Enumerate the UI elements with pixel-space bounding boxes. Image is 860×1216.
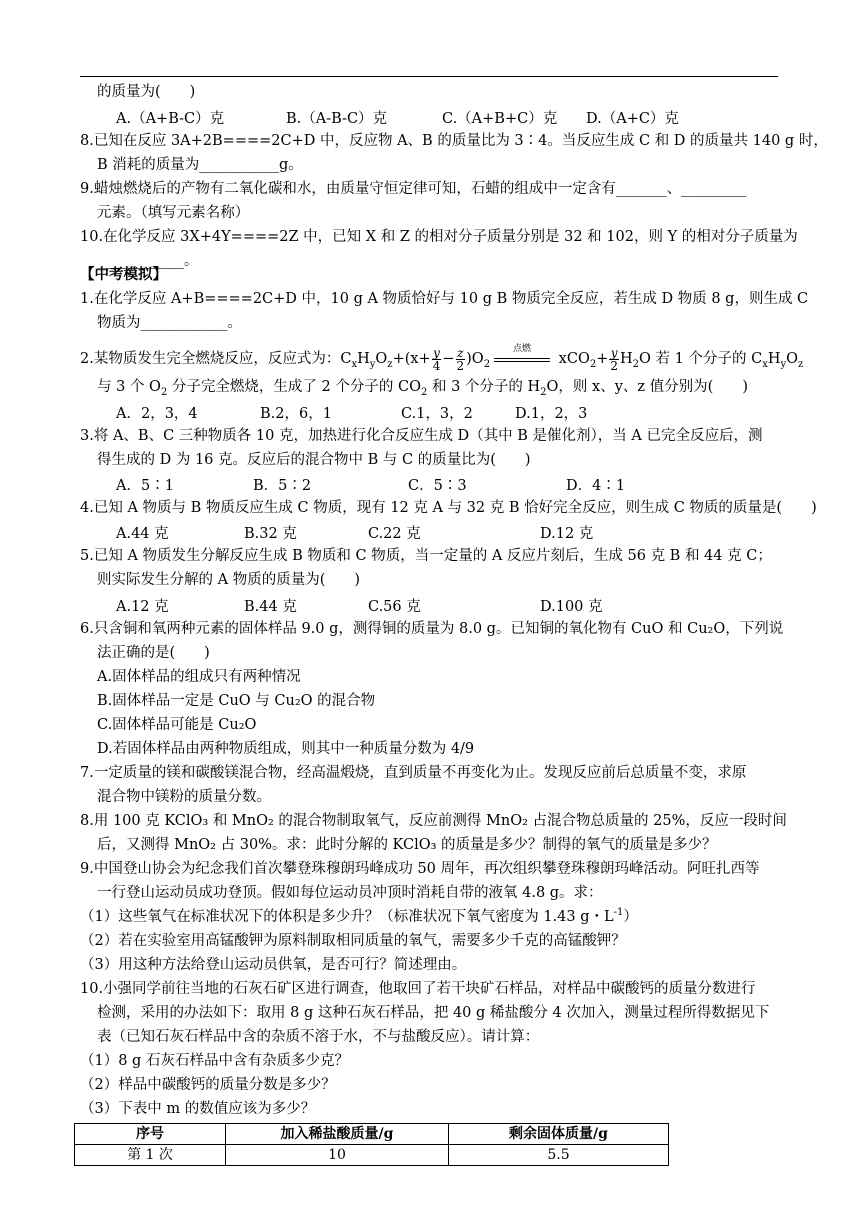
option-a: A.（A+B-C）克	[116, 111, 225, 127]
text-line: ____________。	[97, 253, 199, 269]
option-c: C.固体样品可能是 Cu₂O	[97, 717, 257, 733]
table-cell: 10	[226, 1145, 449, 1166]
mock-question-9: 9.中国登山协会为纪念我们首次攀登珠穆朗玛峰成功 50 周年，再次组织攀登珠穆朗玛峰活动。阿旺扎西等	[80, 861, 760, 877]
table-header: 序号	[75, 1124, 226, 1145]
text-line: 与 3 个 $O_2$ 分子完全燃烧，生成了 2 个分子的 $CO_2$ 和 3 个分子的 $H_2O$，则 x、y、z 值分别为( )	[97, 379, 748, 398]
mock-question-7: 7.一定质量的镁和碳酸镁混合物，经高温煅烧，直到质量不再变化为止。发现反应前后总质量不变，求原	[80, 765, 747, 781]
table-header: 剩余固体质量/g	[449, 1124, 669, 1145]
mock-question-10: 10.小强同学前往当地的石灰石矿区进行调查，他取回了若干块矿石样品，对样品中碳酸钙的质量分数进行	[80, 981, 756, 997]
mock-question-8: 8.用 100 克 KClO₃ 和 MnO₂ 的混合物制取氧气，反应前测得 MnO₂ 占混合物总质量的 25%，反应一段时间	[80, 813, 787, 829]
text-line: 表（已知石灰石样品中含的杂质不溶于水，不与盐酸反应）。请计算：	[97, 1029, 540, 1045]
option-a: A.固体样品的组成只有两种情况	[97, 669, 301, 685]
option-b: B.32 克	[244, 526, 297, 542]
sub-question-1: （1）这些氧气在标准状况下的体积是多少升？（标准状况下氧气密度为 1.43 g・$L^{-1}$）	[80, 907, 638, 925]
mock-question-5: 5.已知 A 物质发生分解反应生成 B 物质和 C 物质，当一定量的 A 反应片刻后，生成 56 克 B 和 44 克 C；	[80, 548, 772, 564]
option-a: A.44 克	[116, 526, 169, 542]
sub-question-3: （3）用这种方法给登山运动员供氧，是否可行？简述理由。	[80, 957, 467, 973]
option-d: D.若固体样品由两种物质组成，则其中一种质量分数为 4/9	[97, 741, 475, 757]
mock-question-2-formula: 2.某物质发生完全燃烧反应，反应式为：$C_xH_yO_z+(x+$ $\frac{y}{4}$ − $\frac{z}{2}$ )$O_2$ 点燃 xCO$_2$+ $\frac{y}{2}$ $H_2O$ 若 1 个分子的 $C_xH_yO_z$	[80, 344, 804, 373]
mock-question-3: 3.将 A、B、C 三种物质各 10 克，加热进行化合反应生成 D（其中 B 是催化剂），当 A 已完全反应后，测	[80, 428, 763, 444]
option-c: C.（A+B+C）克	[442, 111, 558, 127]
sub-question-3: （3）下表中 m 的数值应该为多少？	[80, 1101, 316, 1117]
option-a: A.12 克	[116, 599, 169, 615]
text-line: 法正确的是( )	[97, 645, 210, 661]
table-header: 加入稀盐酸质量/g	[226, 1124, 449, 1145]
table-cell: 5.5	[449, 1145, 669, 1166]
option-c: C.1，3，2	[401, 406, 473, 422]
header-rule	[80, 76, 778, 77]
fraction-y-over-4: $\frac{y}{4}$	[432, 345, 441, 373]
option-b: B.44 克	[244, 599, 297, 615]
fraction-y-over-2: $\frac{y}{2}$	[610, 345, 619, 373]
table-row	[75, 1145, 669, 1166]
mock-question-6: 6.只含铜和氧两种元素的固体样品 9.0 g，测得铜的质量为 8.0 g。已知铜的氧化物有 CuO 和 Cu₂O，下列说	[80, 621, 784, 637]
section-title: 【中考模拟】	[80, 266, 167, 283]
option-b: B.固体样品一定是 CuO 与 Cu₂O 的混合物	[97, 693, 376, 709]
text-line: 一行登山运动员成功登顶。假如每位运动员冲顶时消耗自带的液氧 4.8 g。求：	[97, 885, 603, 901]
text-line: 得生成的 D 为 16 克。反应后的混合物中 B 与 C 的质量比为( )	[97, 452, 531, 468]
mock-question-1: 1.在化学反应 A+B====2C+D 中，10 g A 物质恰好与 10 g B 物质完全反应，若生成 D 物质 8 g，则生成 C	[80, 291, 809, 307]
reaction-arrow: 点燃	[494, 352, 550, 366]
option-d: D.100 克	[540, 599, 603, 615]
sub-question-1: （1）8 g 石灰石样品中含有杂质多少克？	[80, 1053, 349, 1069]
option-d: D.（A+C）克	[586, 111, 679, 127]
text-line: 物质为____________。	[97, 315, 242, 331]
sub-question-2: （2）若在实验室用高锰酸钾为原料制取相同质量的氧气，需要多少千克的高锰酸钾？	[80, 933, 626, 949]
option-b: B.（A-B-C）克	[286, 111, 388, 127]
question-8: 8.已知在反应 3A+2B====2C+D 中，反应物 A、B 的质量比为 3∶4。当反应生成 C 和 D 的质量共 140 g 时，	[80, 133, 828, 149]
table-header-row	[75, 1124, 669, 1145]
text-line: 元素。（填写元素名称）	[97, 205, 250, 221]
option-a: A．5∶1	[116, 478, 174, 494]
data-table	[74, 1123, 669, 1166]
option-c: C.22 克	[368, 526, 421, 542]
text-line: 的质量为( )	[97, 84, 196, 100]
option-a: A．2，3，4	[116, 406, 198, 422]
sub-question-2: （2）样品中碳酸钙的质量分数是多少？	[80, 1077, 336, 1093]
mock-question-4: 4.已知 A 物质与 B 物质反应生成 C 物质，现有 12 克 A 与 32 克 B 恰好完全反应，则生成 C 物质的质量是( )	[80, 500, 817, 516]
fraction-z-over-2: $\frac{z}{2}$	[456, 345, 465, 373]
text-line: 检测，采用的办法如下：取用 8 g 这种石灰石样品，把 40 g 稀盐酸分 4 次加入，测量过程所得数据见下	[97, 1005, 770, 1021]
option-d: D.1，2，3	[515, 406, 588, 422]
text-line: 则实际发生分解的 A 物质的质量为( )	[97, 572, 361, 588]
question-10: 10.在化学反应 3X+4Y====2Z 中，已知 X 和 Z 的相对分子质量分别是 32 和 102，则 Y 的相对分子质量为	[80, 229, 798, 245]
option-b: B．5∶2	[253, 478, 312, 494]
text-line: 混合物中镁粉的质量分数。	[97, 789, 271, 805]
option-d: D.12 克	[540, 526, 594, 542]
option-d: D．4∶1	[566, 478, 626, 494]
option-c: C.56 克	[368, 599, 421, 615]
text-line: 后，又测得 MnO₂ 占 30%。求：此时分解的 KClO₃ 的质量是多少？制得的氧气的质量是多少？	[97, 837, 717, 853]
table-cell: 第 1 次	[75, 1145, 226, 1166]
option-b: B.2，6，1	[260, 406, 332, 422]
text-line: B 消耗的质量为___________g。	[97, 157, 303, 173]
question-9: 9.蜡烛燃烧后的产物有二氧化碳和水，由质量守恒定律可知，石蜡的组成中一定含有_______、_________	[80, 181, 747, 197]
option-c: C．5∶3	[408, 478, 467, 494]
